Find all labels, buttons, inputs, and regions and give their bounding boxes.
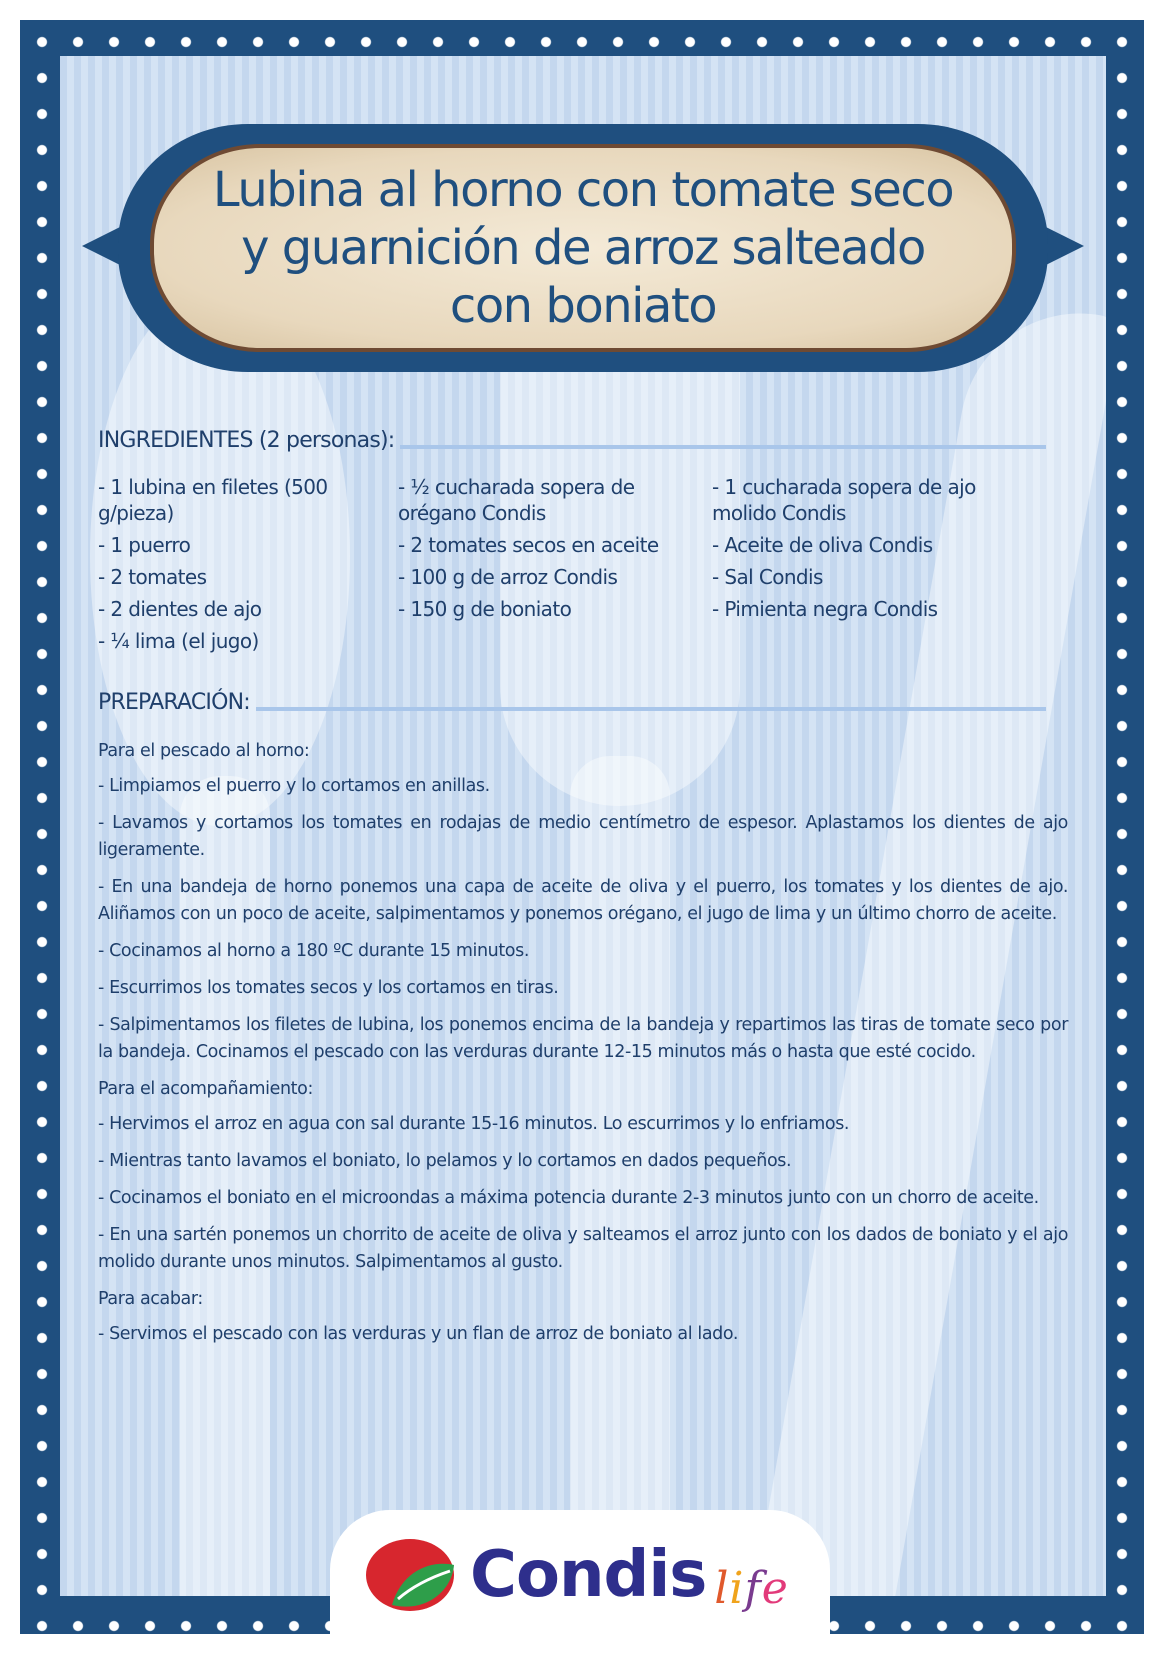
- side-subheading: Para el acompañamiento:: [98, 1079, 313, 1099]
- ingredient-item: - ¼ lima (el jugo): [98, 629, 259, 653]
- logo-tagline-letter: i: [729, 1562, 745, 1614]
- preparation-step: - Lavamos y cortamos los tomates en rodajas de medio centímetro de espesor. Aplastamos los dientes de ajo ligeramente.: [98, 813, 1068, 860]
- ingredients-header: [98, 428, 1046, 453]
- recipe-title: Lubina al horno con tomate seco y guarnición de arroz salteado con boniato: [212, 162, 954, 334]
- ingredient-item: - 150 g de boniato: [398, 597, 572, 621]
- ingredient-item: - Pimienta negra Condis: [712, 597, 938, 621]
- preparation-step: - Escurrimos los tomates secos y los cortamos en tiras.: [98, 978, 559, 998]
- preparation-heading: PREPARACIÓN:: [98, 690, 250, 715]
- preparation-step: - Cocinamos al horno a 180 ºC durante 15 minutos.: [98, 941, 529, 961]
- logo-tagline-letter: f: [744, 1562, 762, 1614]
- logo-tagline: [714, 1563, 789, 1614]
- fish-subheading: Para el pescado al horno:: [98, 741, 310, 761]
- ingredients-column-1: [98, 474, 368, 660]
- preparation-step: - Hervimos el arroz en agua con sal durante 15-16 minutos. Lo escurrimos y lo enfriamos.: [98, 1114, 850, 1134]
- condis-life-logo: [362, 1535, 789, 1615]
- preparation-divider: [256, 707, 1046, 711]
- preparation-step: - En una bandeja de horno ponemos una capa de aceite de oliva y el puerro, los tomates y los dientes de ajo. Aliñamos con un poco de aceite, salpimentamos y ponemos orégano, el jugo de lima y un último chorro de aceite.: [98, 877, 1068, 924]
- preparation-step: - Servimos el pescado con las verduras y un flan de arroz de boniato al lado.: [98, 1324, 739, 1344]
- preparation-step: - Cocinamos el boniato en el microondas a máxima potencia durante 2-3 minutos junto con un chorro de aceite.: [98, 1188, 1039, 1208]
- logo-tagline-letter: l: [714, 1562, 730, 1614]
- condis-leaf-icon: [362, 1535, 458, 1615]
- logo-tagline-letter: e: [761, 1562, 789, 1614]
- preparation-body: [98, 738, 1068, 1358]
- ingredient-item: - 1 lubina en filetes (500 g/pieza): [98, 475, 328, 525]
- preparation-step: - Mientras tanto lavamos el boniato, lo pelamos y lo cortamos en dados pequeños.: [98, 1151, 792, 1171]
- preparation-step: - Salpimentamos los filetes de lubina, los ponemos encima de la bandeja y repartimos las tiras de tomate seco por la bandeja. Cocinamos el pescado con las verduras durante 12-15 minutos más o hasta que esté cocido.: [98, 1015, 1068, 1062]
- title-plaque: [150, 144, 1016, 352]
- ingredients-column-3: [712, 474, 1032, 628]
- ingredient-item: - 1 puerro: [98, 533, 191, 557]
- ingredient-item: - 2 dientes de ajo: [98, 597, 262, 621]
- ingredients-divider: [400, 445, 1046, 449]
- ingredients-column-2: [398, 474, 688, 628]
- ingredient-item: - Sal Condis: [712, 565, 823, 589]
- preparation-step: - En una sartén ponemos un chorrito de aceite de oliva y salteamos el arroz junto con los dados de boniato y el ajo molido durante unos minutos. Salpimentamos al gusto.: [98, 1225, 1068, 1272]
- ingredient-item: - 2 tomates secos en aceite: [398, 533, 659, 557]
- preparation-step: - Limpiamos el puerro y lo cortamos en anillas.: [98, 776, 490, 796]
- ingredient-item: - ½ cucharada sopera de orégano Condis: [398, 475, 635, 525]
- ingredient-item: - 2 tomates: [98, 565, 207, 589]
- ingredient-item: - 100 g de arroz Condis: [398, 565, 618, 589]
- ingredient-item: - Aceite de oliva Condis: [712, 533, 933, 557]
- ingredients-heading: INGREDIENTES (2 personas):: [98, 428, 395, 453]
- finish-subheading: Para acabar:: [98, 1289, 203, 1309]
- ingredient-item: - 1 cucharada sopera de ajo molido Condis: [712, 475, 976, 525]
- logo-brand-text: Condis: [470, 1538, 707, 1612]
- preparation-header: [98, 690, 1046, 715]
